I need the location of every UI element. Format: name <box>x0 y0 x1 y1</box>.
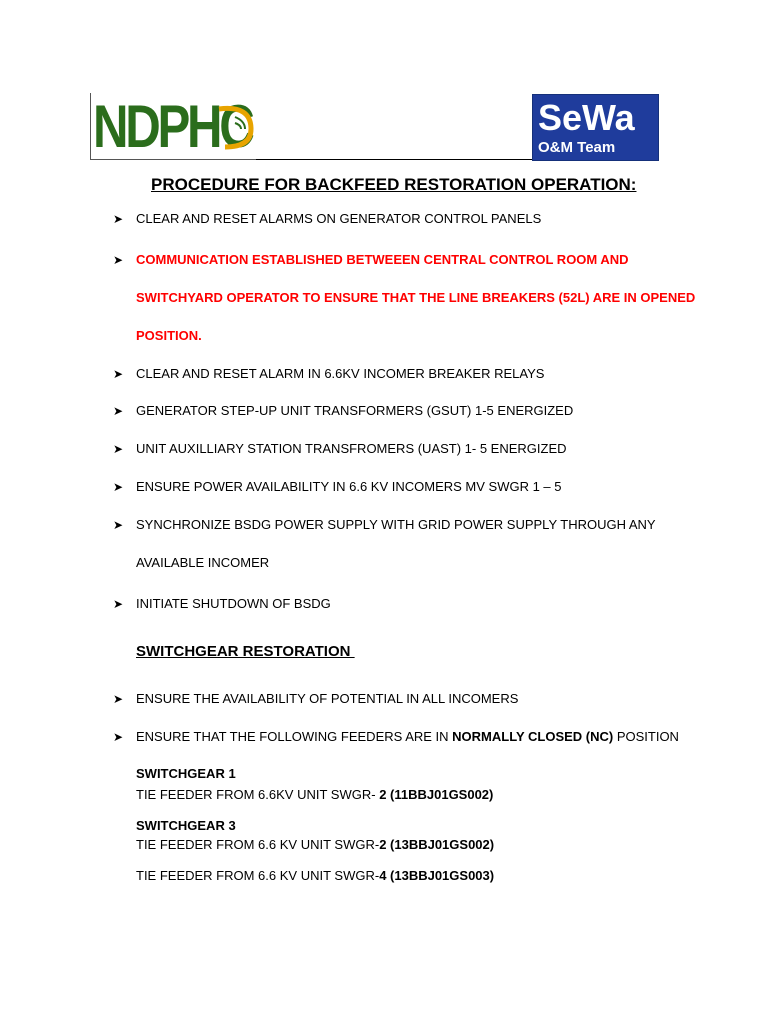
sewa-logo-subtitle: O&M Team <box>538 139 616 156</box>
feeder-id: 2 (11BBJ01GS002) <box>379 787 494 802</box>
step-8: INITIATE SHUTDOWN OF BSDG <box>136 596 331 611</box>
step-2-line-3: POSITION. <box>136 328 202 343</box>
step-2-line-1: COMMUNICATION ESTABLISHED BETWEEEN CENTRAL CONTROL ROOM AND <box>136 252 629 267</box>
ndphc-logo <box>90 93 257 160</box>
feeder-prefix: TIE FEEDER FROM 6.6 KV UNIT SWGR- <box>136 837 380 852</box>
bullet-arrow-icon: ➤ <box>113 212 124 226</box>
section-step-1: ENSURE THE AVAILABILITY OF POTENTIAL IN ALL INCOMERS <box>136 691 519 706</box>
bullet-arrow-icon: ➤ <box>113 480 124 494</box>
feeder-id: 4 (13BBJ01GS003) <box>379 868 495 883</box>
section-heading: SWITCHGEAR RESTORATION <box>136 643 355 660</box>
section-step-2-prefix: ENSURE THAT THE FOLLOWING FEEDERS ARE IN <box>136 729 453 744</box>
step-2-line-2: SWITCHYARD OPERATOR TO ENSURE THAT THE LINE BREAKERS (52L) ARE IN OPENED <box>136 290 696 305</box>
page-title: PROCEDURE FOR BACKFEED RESTORATION OPERATION: <box>151 175 637 194</box>
switchgear-1-heading: SWITCHGEAR 1 <box>136 766 236 781</box>
switchgear-1-feeder-1 <box>136 787 493 803</box>
section-step-2-suffix: POSITION <box>613 729 679 744</box>
feeder-prefix: TIE FEEDER FROM 6.6 KV UNIT SWGR- <box>136 868 380 883</box>
bullet-arrow-icon: ➤ <box>113 730 124 744</box>
switchgear-3-feeder-1 <box>136 837 494 853</box>
sewa-logo-name: SeWa <box>538 97 635 138</box>
section-step-2 <box>136 729 679 745</box>
header-rule <box>256 159 532 160</box>
section-step-2-emphasis: NORMALLY CLOSED (NC) <box>452 729 614 744</box>
sewa-logo <box>532 94 659 161</box>
step-7-line-1: SYNCHRONIZE BSDG POWER SUPPLY WITH GRID POWER SUPPLY THROUGH ANY <box>136 517 656 532</box>
bullet-arrow-icon: ➤ <box>113 692 124 706</box>
switchgear-3-feeder-2 <box>136 868 494 884</box>
bullet-arrow-icon: ➤ <box>113 597 124 611</box>
bullet-arrow-icon: ➤ <box>113 404 124 418</box>
step-3: CLEAR AND RESET ALARM IN 6.6KV INCOMER BREAKER RELAYS <box>136 366 545 381</box>
bullet-arrow-icon: ➤ <box>113 367 124 381</box>
feeder-prefix: TIE FEEDER FROM 6.6KV UNIT SWGR- <box>136 787 380 802</box>
step-4: GENERATOR STEP-UP UNIT TRANSFORMERS (GSUT) 1-5 ENERGIZED <box>136 403 574 418</box>
logo-swoosh-icon <box>211 103 257 151</box>
feeder-id: 2 (13BBJ01GS002) <box>379 837 495 852</box>
bullet-arrow-icon: ➤ <box>113 518 124 532</box>
step-5: UNIT AUXILLIARY STATION TRANSFROMERS (UAST) 1- 5 ENERGIZED <box>136 441 567 456</box>
bullet-arrow-icon: ➤ <box>113 253 124 267</box>
step-1: CLEAR AND RESET ALARMS ON GENERATOR CONTROL PANELS <box>136 211 542 226</box>
bullet-arrow-icon: ➤ <box>113 442 124 456</box>
ndphc-logo-text: NDPHC <box>93 93 252 160</box>
step-7-line-2: AVAILABLE INCOMER <box>136 555 270 570</box>
step-6: ENSURE POWER AVAILABILITY IN 6.6 KV INCOMERS MV SWGR 1 – 5 <box>136 479 562 494</box>
switchgear-3-heading: SWITCHGEAR 3 <box>136 818 236 833</box>
